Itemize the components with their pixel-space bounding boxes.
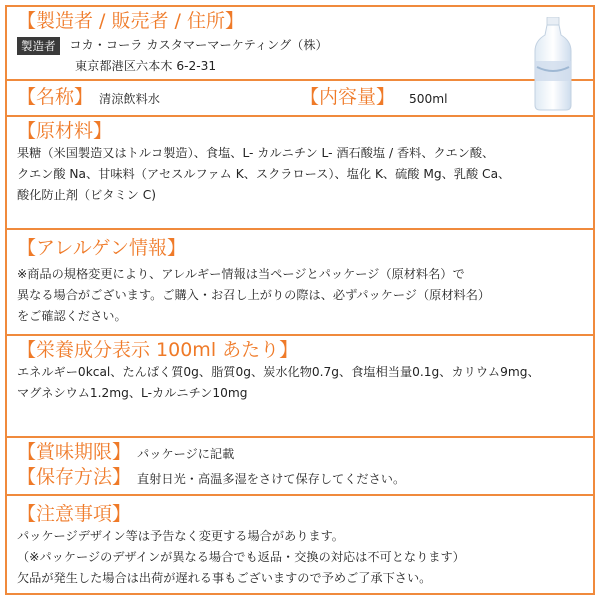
ingredients-section	[7, 117, 593, 230]
notes-heading: 【注意事項】	[17, 503, 132, 525]
expiry-value: パッケージに記載	[137, 447, 235, 461]
storage-value: 直射日光・高温多湿をさけて保存してください。	[137, 472, 406, 486]
allergy-line: 異なる場合がございます。ご購入・お召し上がりの際は、必ずパッケージ（原材料名）	[17, 288, 491, 302]
notes-line: パッケージデザイン等は予告なく変更する場合があります。	[17, 529, 344, 543]
ingredients-line: 果糖（米国製造又はトルコ製造）、食塩、L- カルニチン L- 酒石酸塩 / 香料、クエン酸、	[17, 146, 495, 160]
expiry-heading: 【賞味期限】	[17, 441, 132, 463]
allergy-section	[7, 230, 593, 336]
ingredients-heading: 【原材料】	[17, 120, 113, 142]
nutrition-heading: 【栄養成分表示 100ml あたり】	[17, 339, 299, 361]
expiry-storage-section	[7, 438, 593, 496]
notes-line: 欠品が発生した場合は出荷が遅れる事もございますので予めご了承下さい。	[17, 571, 432, 585]
volume-value: 500ml	[408, 92, 448, 106]
product-info-sheet	[5, 5, 595, 595]
manufacturer-address: 東京都港区六本木 6-2-31	[75, 59, 217, 73]
manufacturer-section	[7, 7, 593, 81]
allergy-line: ※商品の規格変更により、アレルギー情報は当ページとパッケージ（原材料名）で	[17, 267, 465, 281]
name-value: 清涼飲料水	[99, 92, 160, 106]
storage-heading: 【保存方法】	[17, 466, 132, 488]
nutrition-line: エネルギー0kcal、たんぱく質0g、脂質0g、炭水化物0.7g、食塩相当量0.1g、カリウム9mg、	[17, 365, 540, 379]
volume-heading: 【内容量】	[299, 86, 395, 108]
notes-section	[7, 496, 593, 593]
manufacturer-heading: 【製造者 / 販売者 / 住所】	[17, 10, 244, 32]
notes-line: （※パッケージのデザインが異なる場合でも返品・交換の対応は不可となります）	[17, 550, 465, 564]
name-section	[7, 81, 593, 117]
allergy-heading: 【アレルゲン情報】	[17, 237, 187, 259]
manufacturer-badge: 製造者	[17, 37, 60, 55]
name-heading: 【名称】	[17, 86, 94, 108]
nutrition-section	[7, 336, 593, 438]
ingredients-line: クエン酸 Na、甘味料（アセスルファム K、スクラロース）、塩化 K、硫酸 Mg、乳酸 Ca、	[17, 167, 511, 181]
allergy-line: をご確認ください。	[17, 309, 127, 323]
nutrition-line: マグネシウム1.2mg、L-カルニチン10mg	[17, 386, 248, 400]
ingredients-line: 酸化防止剤（ビタミン C)	[17, 188, 157, 202]
manufacturer-company: コカ・コーラ カスタマーマーケティング（株）	[69, 38, 328, 52]
